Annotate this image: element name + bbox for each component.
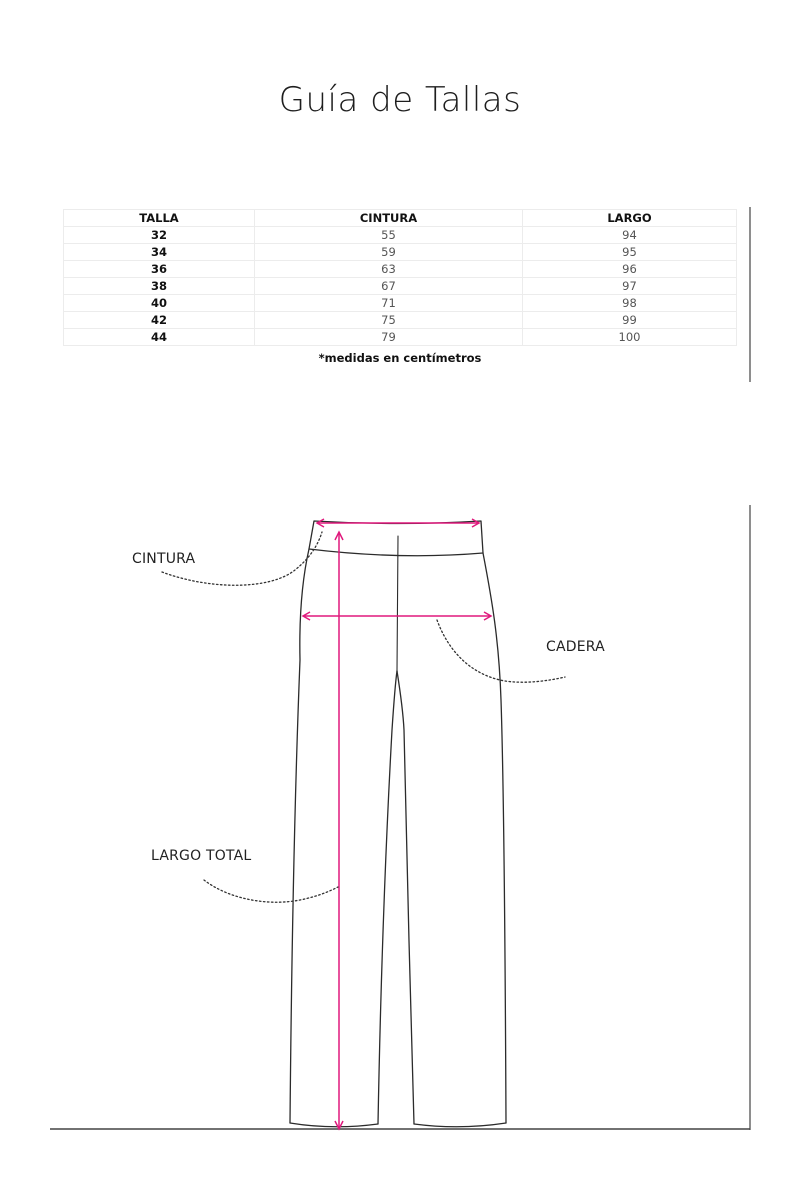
largo-cell: 95 [523,244,737,261]
largo-total-leader [204,880,338,902]
largo-cell: 99 [523,312,737,329]
cintura-cell: 75 [255,312,523,329]
table-row [64,295,737,312]
cintura-cell: 59 [255,244,523,261]
largo-cell: 98 [523,295,737,312]
size-table [63,209,737,346]
talla-cell: 44 [64,329,255,346]
table-header-row [64,210,737,227]
label-largo-total: LARGO TOTAL [151,848,252,864]
talla-cell: 42 [64,312,255,329]
measurement-note: *medidas en centímetros [318,351,482,365]
largo-cell: 97 [523,278,737,295]
table-row [64,329,737,346]
header-talla: TALLA [64,210,255,227]
talla-cell: 38 [64,278,255,295]
cintura-cell: 79 [255,329,523,346]
page-title: Guía de Tallas [278,80,522,120]
talla-cell: 40 [64,295,255,312]
table-row [64,261,737,278]
cintura-cell: 55 [255,227,523,244]
measure-lines [303,519,491,1129]
talla-cell: 36 [64,261,255,278]
cintura-cell: 71 [255,295,523,312]
leader-lines [162,532,565,902]
talla-cell: 32 [64,227,255,244]
table-row [64,227,737,244]
talla-cell: 34 [64,244,255,261]
largo-cell: 100 [523,329,737,346]
cintura-cell: 67 [255,278,523,295]
table-row [64,244,737,261]
header-largo: LARGO [523,210,737,227]
label-cintura: CINTURA [132,551,196,567]
pants-outline [290,521,506,1127]
largo-cell: 94 [523,227,737,244]
label-cadera: CADERA [546,639,605,655]
cintura-cell: 63 [255,261,523,278]
header-cintura: CINTURA [255,210,523,227]
largo-cell: 96 [523,261,737,278]
table-row [64,312,737,329]
table-row [64,278,737,295]
